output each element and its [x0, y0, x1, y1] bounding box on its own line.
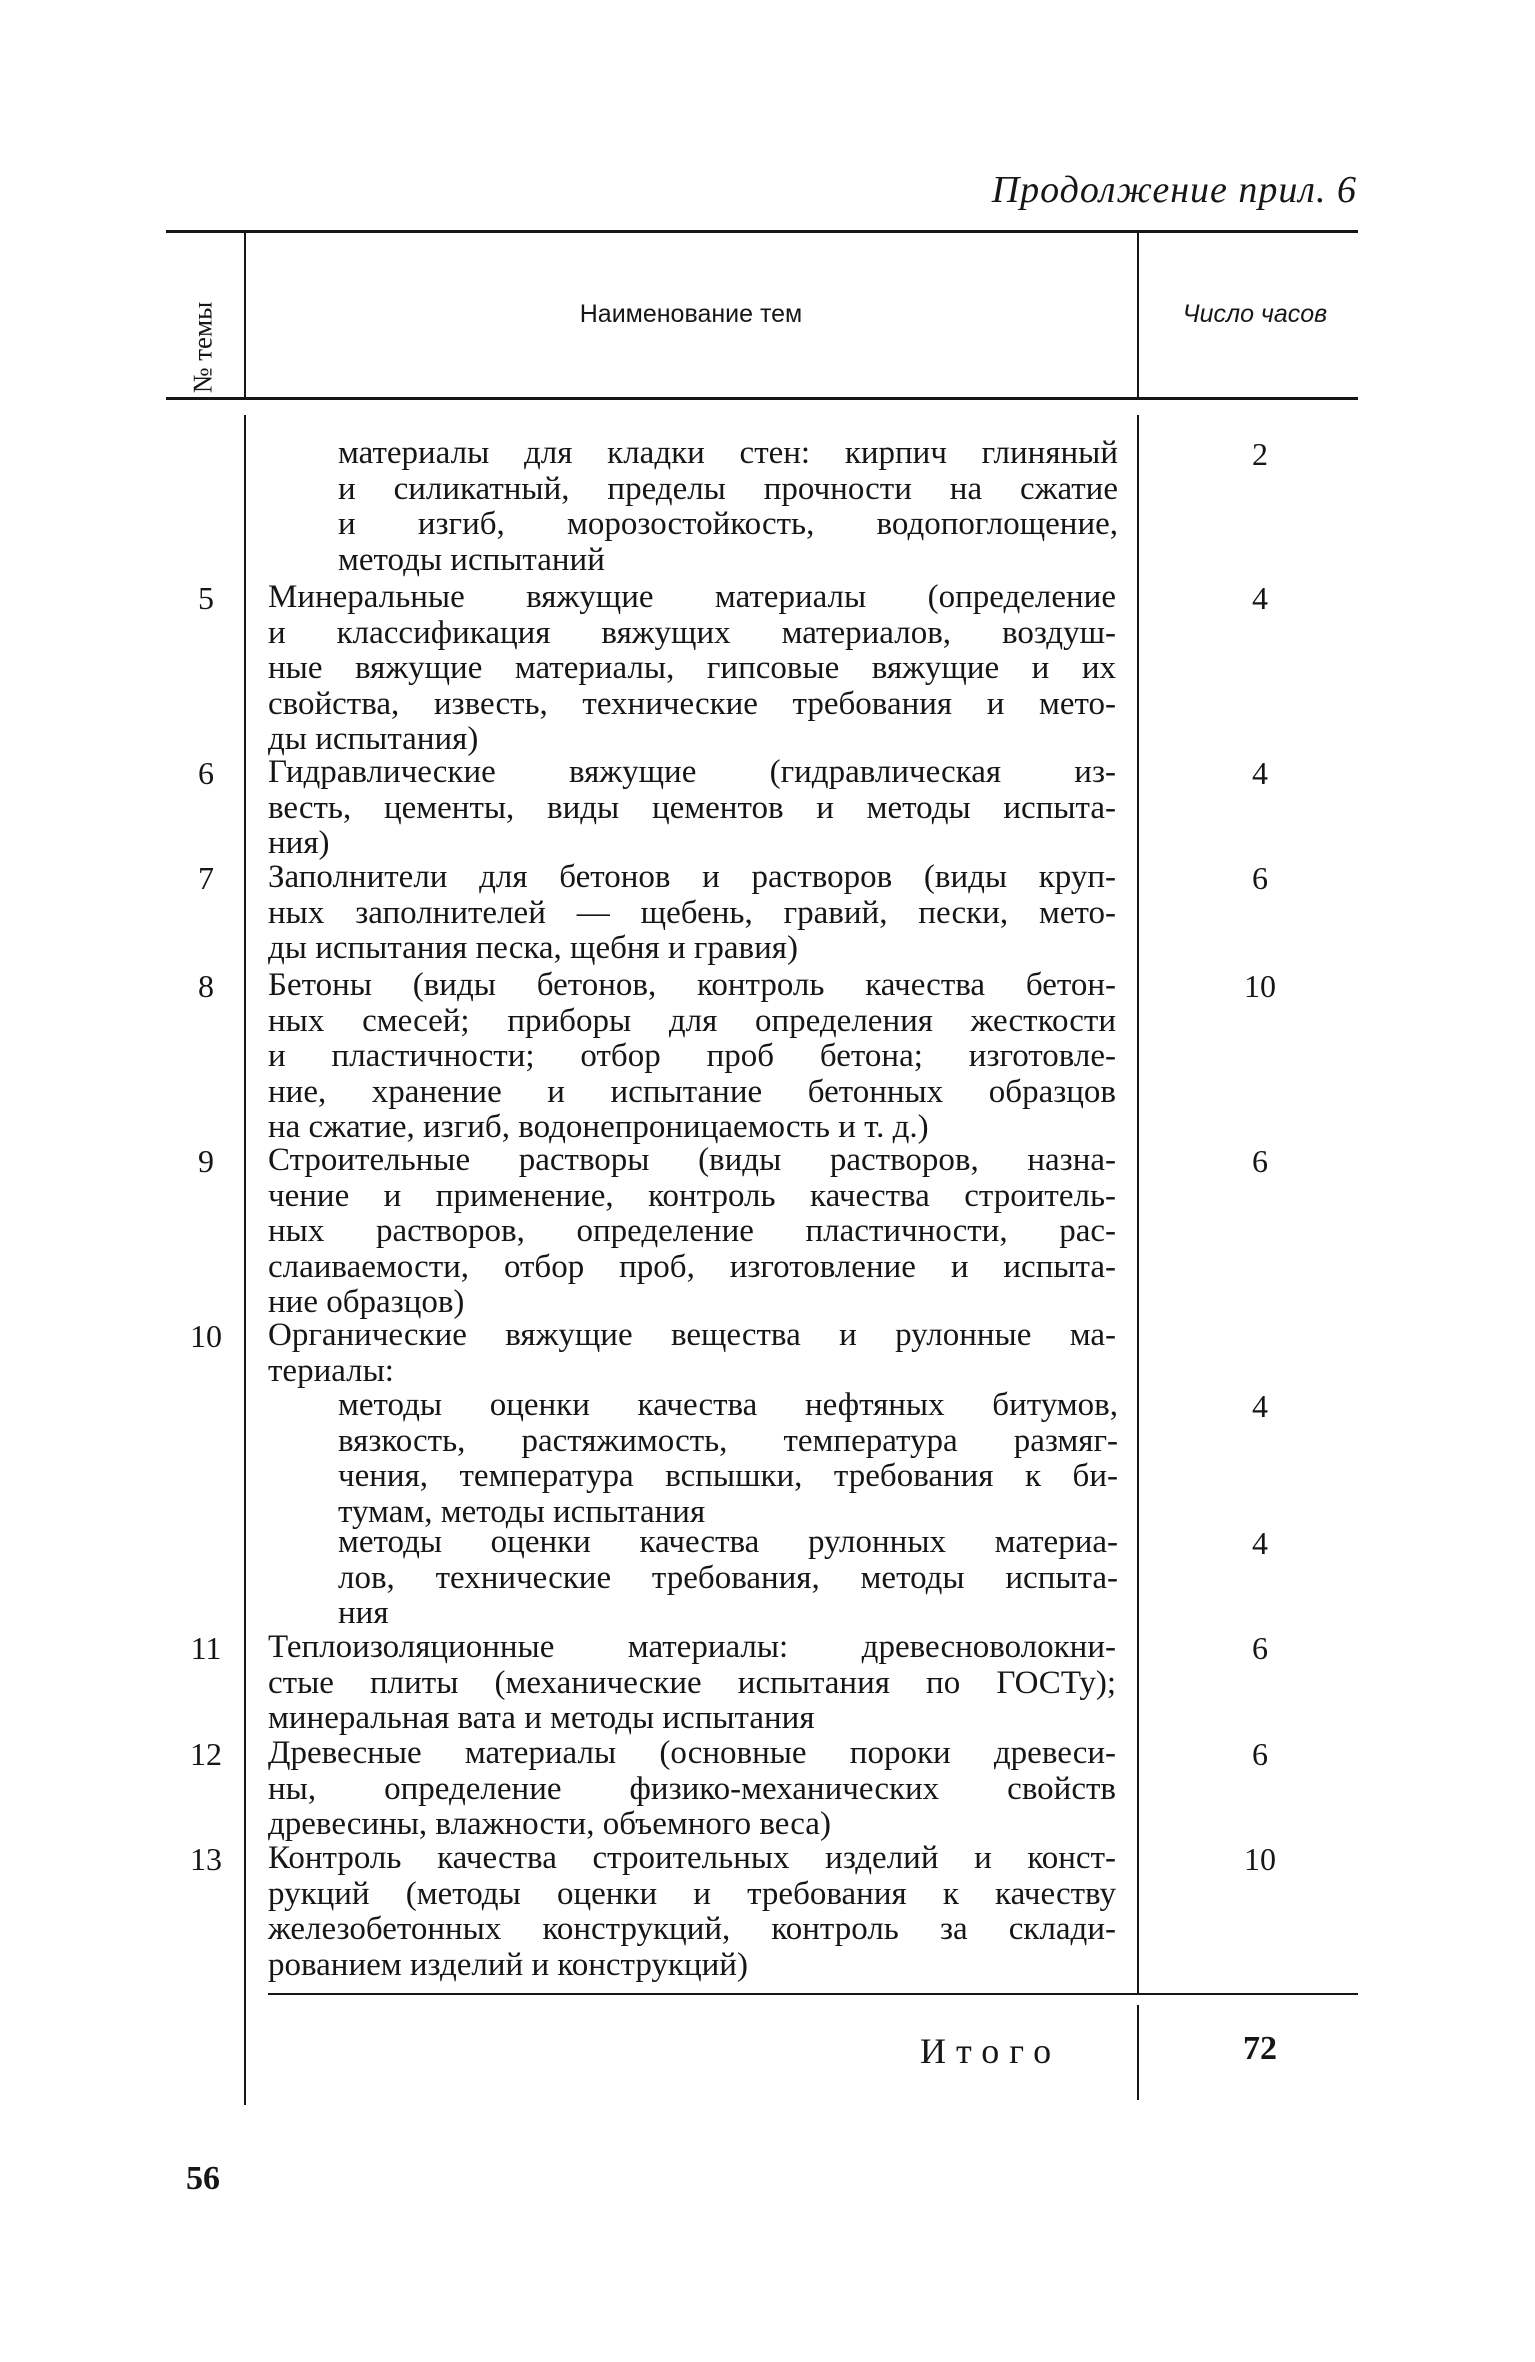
topic-line: чения, температура вспышки, требования к би-	[338, 1458, 1118, 1494]
topic-line: лов, технические требования, методы испыта-	[338, 1559, 1118, 1596]
topic-number: 5	[198, 580, 214, 616]
topic-line: вязкость, растяжимость, температура размяг-	[338, 1422, 1118, 1459]
topic-line: методы оценки качества нефтяных битумов,	[338, 1387, 1118, 1423]
topic-line: весть, цементы, виды цементов и методы испыта-	[268, 789, 1116, 826]
topic-text	[268, 1318, 1116, 1389]
topic-number: 9	[198, 1143, 214, 1179]
header-bottom-rule	[166, 397, 1358, 400]
topic-hours: 4	[1252, 1388, 1268, 1424]
topic-line: ние, хранение и испытание бетонных образцов	[268, 1073, 1116, 1110]
topic-line: Заполнители для бетонов и растворов (виды круп-	[268, 859, 1116, 895]
topic-text	[268, 1630, 1116, 1737]
topic-line: Бетоны (виды бетонов, контроль качества бетон-	[268, 967, 1116, 1003]
topic-line: минеральная вата и методы испытания	[268, 1700, 815, 1736]
divider-name-hours-total	[1137, 2005, 1139, 2100]
topic-hours: 6	[1252, 1736, 1268, 1772]
column-header-name: Наименование тем	[579, 300, 803, 328]
topic-line: ны, определение физико-механических свойств	[268, 1770, 1116, 1807]
topic-line: Гидравлические вяжущие (гидравлическая из-	[268, 754, 1116, 790]
topic-line: на сжатие, изгиб, водонепроницаемость и т. д.)	[268, 1109, 929, 1145]
topic-hours: 6	[1252, 1143, 1268, 1179]
topic-number: 7	[198, 860, 214, 896]
divider-name-hours-body	[1137, 415, 1139, 1995]
topic-line: свойства, известь, технические требования и мето-	[268, 685, 1116, 722]
topic-text	[268, 968, 1116, 1146]
topic-line: методы оценки качества рулонных материа-	[338, 1524, 1118, 1560]
topic-number: 13	[190, 1841, 222, 1877]
topic-line: Минеральные вяжущие материалы (определение	[268, 579, 1116, 615]
table-top-rule	[166, 230, 1358, 233]
topic-line: Древесные материалы (основные пороки древеси-	[268, 1735, 1116, 1771]
page-header: Продолжение прил. 6	[991, 169, 1357, 211]
topic-hours: 6	[1252, 1630, 1268, 1666]
topic-line: Теплоизоляционные материалы: древесноволокни-	[268, 1629, 1116, 1665]
topic-line: Строительные растворы (виды растворов, назна-	[268, 1142, 1116, 1178]
topic-text	[268, 1841, 1116, 1983]
column-header-hours: Число часов	[1182, 300, 1328, 328]
topic-line: материалы для кладки стен: кирпич глиняный	[338, 435, 1118, 471]
topic-line: стые плиты (механические испытания по ГОСТу);	[268, 1664, 1116, 1701]
topic-line: ние образцов)	[268, 1284, 465, 1320]
topic-hours: 4	[1252, 1525, 1268, 1561]
topic-hours: 10	[1244, 1841, 1276, 1877]
topic-line: ных заполнителей — щебень, гравий, пески, мето-	[268, 894, 1116, 931]
column-header-number: № темы	[187, 301, 218, 393]
topic-line: и классификация вяжущих материалов, воздуш-	[268, 614, 1116, 651]
topic-line: и изгиб, морозостойкость, водопоглощение,	[338, 506, 1118, 542]
topic-hours: 4	[1252, 755, 1268, 791]
topic-line: ды испытания песка, щебня и гравия)	[268, 930, 798, 966]
content-bottom-rule	[268, 1993, 1358, 1995]
total-label: Итого	[920, 2031, 1062, 2071]
topic-line: ды испытания)	[268, 721, 479, 757]
topic-number: 8	[198, 968, 214, 1004]
divider-name-hours	[1137, 232, 1139, 400]
topic-text	[268, 860, 1116, 967]
topic-line: ные вяжущие материалы, гипсовые вяжущие и их	[268, 650, 1116, 686]
topic-line: железобетонных конструкций, контроль за склади-	[268, 1911, 1116, 1947]
topic-line: ных растворов, определение пластичности, рас-	[268, 1213, 1116, 1249]
topic-line: рукций (методы оценки и требования к качеству	[268, 1875, 1116, 1912]
topic-line: Органические вяжущие вещества и рулонные ма-	[268, 1317, 1116, 1353]
topic-line: методы испытаний	[338, 541, 605, 578]
topic-text	[268, 1736, 1116, 1843]
topic-line: ния	[338, 1595, 389, 1631]
divider-num-name-body	[244, 415, 246, 2105]
topic-hours: 4	[1252, 580, 1268, 616]
topic-line: и силикатный, пределы прочности на сжатие	[338, 470, 1118, 507]
topic-line: чение и применение, контроль качества строитель-	[268, 1177, 1116, 1214]
topic-text	[338, 1525, 1118, 1632]
topic-line: слаиваемости, отбор проб, изготовление и испыта-	[268, 1248, 1116, 1285]
topic-line: тумам, методы испытания	[338, 1493, 706, 1530]
topic-hours: 6	[1252, 860, 1268, 896]
topic-text	[338, 436, 1118, 578]
topic-text	[338, 1388, 1118, 1530]
topic-number: 10	[190, 1318, 222, 1354]
total-value: 72	[1243, 2030, 1277, 2067]
topic-number: 12	[190, 1736, 222, 1772]
topic-hours: 10	[1244, 968, 1276, 1004]
topic-text	[268, 1143, 1116, 1321]
topic-text	[268, 580, 1116, 758]
topic-line: ных смесей; приборы для определения жесткости	[268, 1002, 1116, 1039]
topic-line: ния)	[268, 825, 330, 861]
topic-line: рованием изделий и конструкций)	[268, 1946, 748, 1983]
topic-number: 11	[190, 1630, 222, 1666]
topic-text	[268, 755, 1116, 862]
page-number: 56	[186, 2160, 220, 2197]
topic-number: 6	[198, 755, 214, 791]
topic-line: древесины, влажности, объемного веса)	[268, 1806, 831, 1842]
topic-line: Контроль качества строительных изделий и конст-	[268, 1840, 1116, 1876]
topic-line: териалы:	[268, 1352, 394, 1389]
topic-hours: 2	[1252, 436, 1268, 472]
topic-line: и пластичности; отбор проб бетона; изготовле-	[268, 1038, 1116, 1074]
